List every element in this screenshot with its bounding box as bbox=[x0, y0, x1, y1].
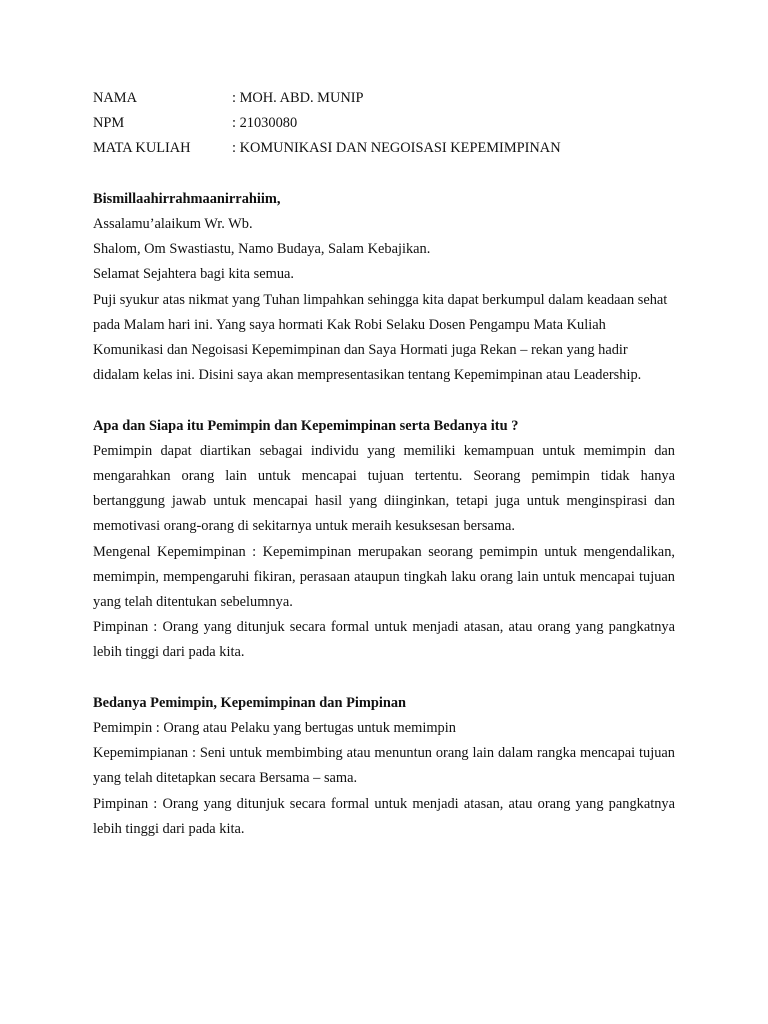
intro-paragraph: Puji syukur atas nikmat yang Tuhan limpahkan sehingga kita dapat berkumpul dalam keadaan sehat pada Malam hari ini. Yang saya hormati Kak Robi Selaku Dosen Pengampu Mata Kuliah Komunikasi dan Negoisasi Kepemimpinan dan Saya Hormati juga Rekan – rekan yang hadir didalam kelas ini. Disini saya akan mempresentasikan tentang Kepemimpinan atau Leadership. bbox=[93, 291, 668, 384]
course-label: MATA KULIAH bbox=[93, 140, 191, 157]
npm-row bbox=[93, 111, 675, 136]
section-heading: Apa dan Siapa itu Pemimpin dan Kepemimpinan serta Bedanya itu ? bbox=[93, 417, 519, 434]
document-body bbox=[93, 86, 675, 842]
greeting-line: Selamat Sejahtera bagi kita semua. bbox=[93, 266, 294, 283]
spacer bbox=[93, 162, 675, 187]
body-paragraph: Pimpinan : Orang yang ditunjuk secara formal untuk menjadi atasan, atau orang yang pangkatnya lebih tinggi dari pada kita. bbox=[93, 795, 675, 837]
identity-block bbox=[93, 86, 675, 162]
name-label: NAMA bbox=[93, 90, 137, 106]
name-value: : MOH. ABD. MUNIP bbox=[232, 90, 364, 106]
course-value: : KOMUNIKASI DAN NEGOISASI KEPEMIMPINAN bbox=[232, 140, 561, 157]
opening-heading: Bismillaahirrahmaanirrahiim, bbox=[93, 190, 281, 207]
course-row bbox=[93, 136, 675, 161]
body-paragraph: Kepemimpianan : Seni untuk membimbing atau menuntun orang lain dalam rangka mencapai tujuan yang telah ditetapkan secara Bersama – sama. bbox=[93, 745, 675, 787]
greeting-line: Assalamu’alaikum Wr. Wb. bbox=[93, 215, 253, 232]
body-paragraph: Mengenal Kepemimpinan : Kepemimpinan merupakan seorang pemimpin untuk mengendalikan, memimpin, mempengaruhi fikiran, perasaan ataupun tingkah laku orang lain untuk mencapai tujuan yang telah ditentukan sebelumnya. bbox=[93, 543, 675, 610]
spacer bbox=[93, 388, 675, 413]
body-paragraph: Pemimpin : Orang atau Pelaku yang bertugas untuk memimpin bbox=[93, 719, 456, 736]
spacer bbox=[93, 666, 675, 691]
greeting-line: Shalom, Om Swastiastu, Namo Budaya, Salam Kebajikan. bbox=[93, 241, 431, 258]
npm-value: : 21030080 bbox=[232, 115, 298, 132]
name-row bbox=[93, 86, 675, 111]
section-heading: Bedanya Pemimpin, Kepemimpinan dan Pimpinan bbox=[93, 694, 407, 711]
body-paragraph: Pemimpin dapat diartikan sebagai individu yang memiliki kemampuan untuk memimpin dan mengarahkan orang lain untuk mencapai tujuan tertentu. Seorang pemimpin tidak hanya bertanggung jawab untuk mencapai hasil yang diinginkan, tetapi juga untuk menginspirasi dan memotivasi orang-orang di sekitarnya untuk meraih kesuksesan bersama. bbox=[93, 442, 675, 535]
npm-label: NPM bbox=[93, 115, 125, 132]
body-paragraph: Pimpinan : Orang yang ditunjuk secara formal untuk menjadi atasan, atau orang yang pangkatnya lebih tinggi dari pada kita. bbox=[93, 619, 675, 661]
